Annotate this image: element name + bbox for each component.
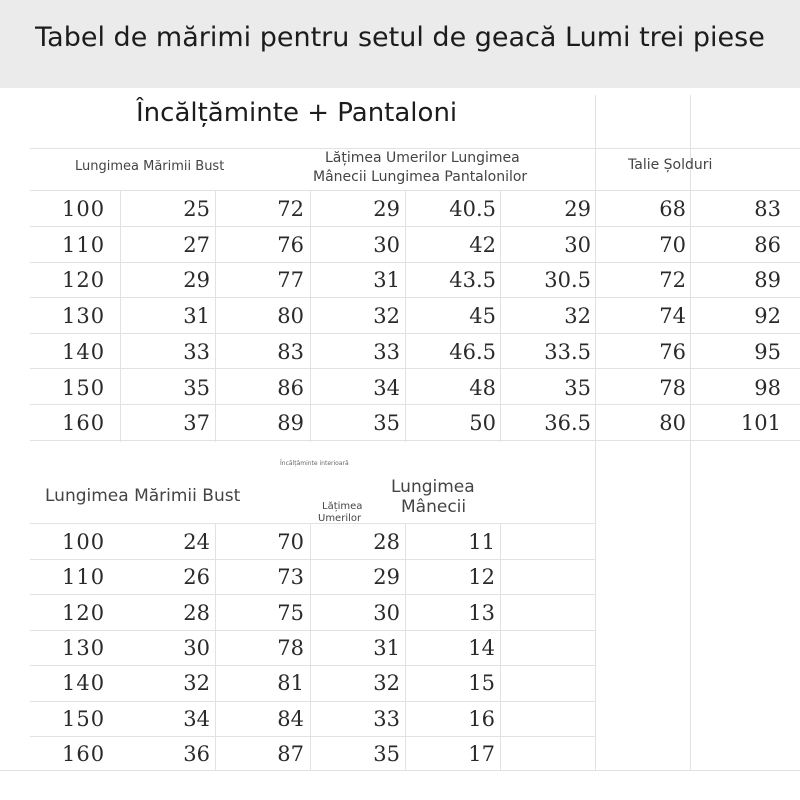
table-cell: 72 [659, 268, 686, 293]
table-cell: 46.5 [449, 339, 496, 364]
grid-line [405, 523, 406, 770]
size-label-cell: 100 [62, 197, 106, 221]
table-cell: 30 [564, 232, 591, 257]
table-cell: 35 [373, 741, 400, 766]
size-label-cell: 130 [62, 304, 106, 329]
table1-header-mid-line2: Mânecii Lungimea Pantalonilor [313, 169, 528, 185]
table-cell: 76 [659, 339, 686, 364]
table-cell: 16 [468, 706, 495, 731]
table-cell: 33 [373, 706, 400, 731]
table-cell: 73 [277, 565, 304, 590]
table-cell: 32 [183, 671, 210, 696]
table-cell: 101 [740, 411, 781, 436]
size-label-cell: 160 [62, 741, 106, 766]
title-banner [0, 0, 800, 88]
size-label-cell: 110 [62, 565, 106, 590]
table-cell: 74 [659, 304, 686, 329]
table-cell: 84 [277, 706, 304, 731]
table-cell: 75 [277, 600, 304, 625]
table-cell: 34 [183, 706, 210, 731]
table1-header-mid-line1: Lățimea Umerilor Lungimea [325, 150, 520, 166]
table-cell: 86 [754, 232, 781, 257]
table1-header-right: Talie Șolduri [628, 157, 713, 173]
table-cell: 30 [373, 600, 400, 625]
table-cell: 34 [373, 375, 400, 400]
table-cell: 35 [183, 375, 210, 400]
table-cell: 26 [183, 565, 210, 590]
table-cell: 76 [277, 232, 304, 257]
table-cell: 27 [183, 232, 210, 257]
table-cell: 89 [754, 268, 781, 293]
table-cell: 36.5 [544, 411, 591, 436]
table-cell: 89 [277, 411, 304, 436]
table-cell: 83 [754, 197, 781, 221]
table-cell: 11 [468, 530, 495, 554]
size-label-cell: 150 [62, 706, 106, 731]
table-cell: 92 [754, 304, 781, 329]
table-cell: 32 [373, 304, 400, 329]
table-cell: 87 [277, 741, 304, 766]
size-label-cell: 130 [62, 635, 106, 660]
grid-line [690, 95, 691, 770]
table-cell: 33 [373, 339, 400, 364]
table2-header-shoulder-line1: Lățimea [322, 501, 363, 512]
size-label-cell: 140 [62, 339, 106, 364]
size-label-cell: 110 [62, 232, 106, 257]
table-cell: 32 [373, 671, 400, 696]
table-cell: 30 [183, 635, 210, 660]
table-cell: 32 [564, 304, 591, 329]
table-cell: 37 [183, 411, 210, 436]
grid-line [595, 148, 596, 190]
table-cell: 48 [469, 375, 496, 400]
table1-heading: Încălțăminte + Pantaloni [136, 98, 458, 128]
table-cell: 24 [183, 530, 210, 554]
table-cell: 17 [468, 741, 495, 766]
page-title: Tabel de mărimi pentru setul de geacă Lumi trei piese [35, 22, 765, 53]
table2-header-sleeve-line2: Mânecii [401, 497, 467, 517]
table-cell: 42 [469, 232, 496, 257]
table-cell: 45 [469, 304, 496, 329]
table-cell: 35 [564, 375, 591, 400]
table-cell: 14 [468, 635, 495, 660]
table2-header-left: Lungimea Mărimii Bust [45, 486, 241, 506]
table-cell: 95 [754, 339, 781, 364]
size-label-cell: 100 [62, 530, 106, 554]
table-cell: 77 [277, 268, 304, 293]
size-label-cell: 120 [62, 268, 106, 293]
table-cell: 31 [183, 304, 210, 329]
table-cell: 33.5 [544, 339, 591, 364]
table-cell: 31 [373, 268, 400, 293]
table-cell: 80 [277, 304, 304, 329]
table-cell: 29 [373, 197, 400, 221]
table-cell: 29 [564, 197, 591, 221]
table-cell: 72 [277, 197, 304, 221]
table-cell: 33 [183, 339, 210, 364]
grid-line [310, 523, 311, 770]
size-label-cell: 150 [62, 375, 106, 400]
table-cell: 35 [373, 411, 400, 436]
table-cell: 28 [183, 600, 210, 625]
table-cell: 78 [277, 635, 304, 660]
grid-line [500, 523, 501, 770]
table2-header-shoulder-line2: Umerilor [318, 513, 362, 524]
table-cell: 98 [754, 375, 781, 400]
table-cell: 68 [659, 197, 686, 221]
table-cell: 78 [659, 375, 686, 400]
table-cell: 29 [183, 268, 210, 293]
table-cell: 50 [469, 411, 496, 436]
table-cell: 70 [659, 232, 686, 257]
table-cell: 28 [373, 530, 400, 554]
table-cell: 86 [277, 375, 304, 400]
grid-line [595, 95, 596, 770]
grid-line [30, 148, 800, 149]
table-cell: 13 [468, 600, 495, 625]
table-cell: 43.5 [449, 268, 496, 293]
table-cell: 30.5 [544, 268, 591, 293]
table2-small-caption: Încălțăminte interioară [280, 460, 349, 467]
table-cell: 12 [468, 565, 495, 590]
size-label-cell: 160 [62, 411, 106, 436]
table-cell: 70 [277, 530, 304, 554]
table2-header-sleeve-line1: Lungimea [391, 477, 475, 497]
table-cell: 30 [373, 232, 400, 257]
table1-header-left: Lungimea Mărimii Bust [75, 159, 225, 174]
table-cell: 80 [659, 411, 686, 436]
grid-line [215, 523, 216, 770]
table-cell: 15 [468, 671, 495, 696]
table-cell: 31 [373, 635, 400, 660]
size-label-cell: 140 [62, 671, 106, 696]
table-cell: 40.5 [449, 197, 496, 221]
table-cell: 29 [373, 565, 400, 590]
size-label-cell: 120 [62, 600, 106, 625]
table-cell: 83 [277, 339, 304, 364]
table-cell: 81 [277, 671, 304, 696]
table-cell: 36 [183, 741, 210, 766]
table-cell: 25 [183, 197, 210, 221]
